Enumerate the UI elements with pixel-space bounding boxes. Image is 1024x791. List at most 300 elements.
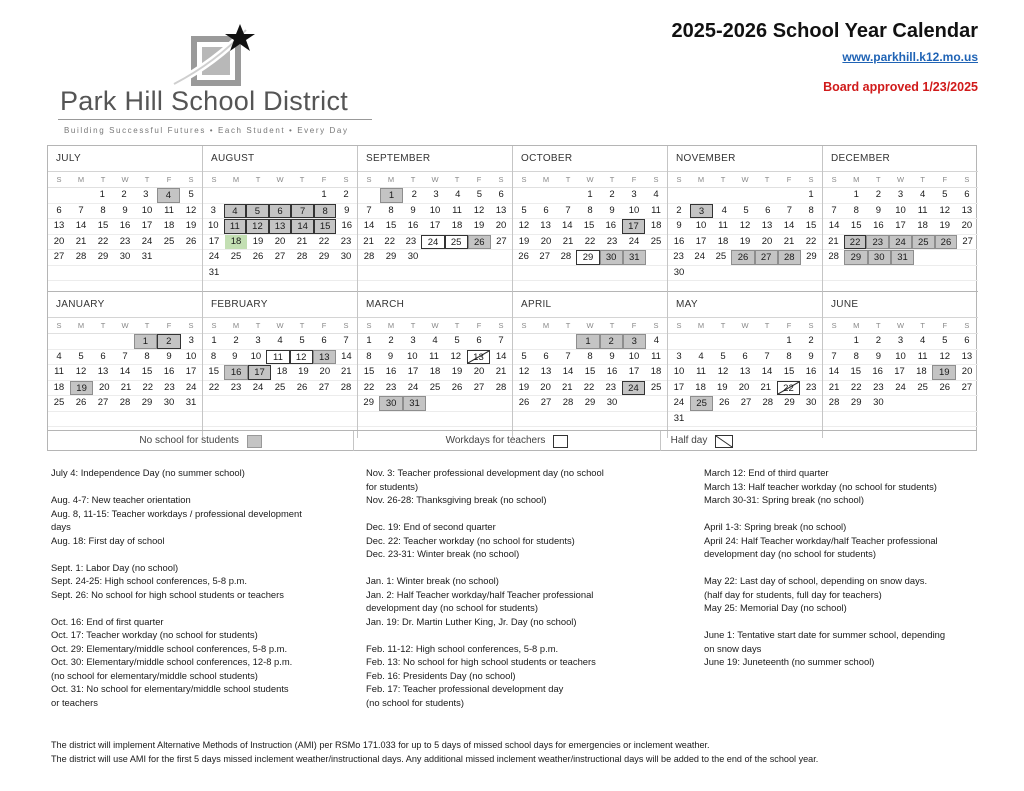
day-cell: 30 bbox=[606, 397, 618, 408]
note-line: development day (no school for students) bbox=[366, 602, 538, 613]
day-cell: 28 bbox=[296, 251, 308, 262]
day-cell: 8 bbox=[786, 350, 792, 362]
day-cell: 25 bbox=[163, 235, 175, 247]
day-cell: 19 bbox=[739, 235, 751, 247]
day-cell: 29 bbox=[850, 397, 862, 408]
empty-cell bbox=[513, 266, 535, 281]
empty-cell bbox=[690, 188, 712, 203]
day-cell: 26 bbox=[935, 235, 958, 250]
day-cell: 17 bbox=[895, 220, 906, 231]
day-cell: 6 bbox=[964, 335, 970, 346]
day-cell: 27 bbox=[53, 251, 65, 262]
day-cell: 21 bbox=[562, 381, 573, 393]
day-cell: 17 bbox=[185, 366, 197, 377]
empty-cell bbox=[712, 334, 734, 349]
day-cell: 16 bbox=[805, 366, 817, 377]
day-cell: 29 bbox=[363, 397, 374, 408]
note-line: Nov. 26-28: Thanksgiving break (no school) bbox=[366, 494, 547, 505]
empty-cell bbox=[92, 266, 114, 281]
district-name: Park Hill School District bbox=[60, 86, 349, 116]
day-cell: 27 bbox=[318, 381, 330, 393]
note-spacer bbox=[51, 547, 351, 561]
day-cell: 14 bbox=[828, 366, 840, 377]
day-cell: 1 bbox=[576, 334, 599, 349]
day-cell: 12 bbox=[450, 350, 462, 362]
day-cell: 15 bbox=[783, 366, 795, 377]
day-cell: 22 bbox=[318, 235, 330, 247]
day-cell: 2 bbox=[233, 335, 239, 346]
day-cell: 12 bbox=[939, 204, 951, 216]
weekday-label: M bbox=[697, 321, 705, 330]
week-row bbox=[513, 365, 667, 381]
empty-cell bbox=[513, 412, 535, 427]
day-cell: 31 bbox=[185, 397, 197, 408]
empty-cell bbox=[756, 188, 778, 203]
day-cell: 28 bbox=[340, 381, 352, 393]
day-cell: 17 bbox=[894, 366, 905, 377]
calendar-grid bbox=[47, 145, 977, 451]
day-cell: 9 bbox=[875, 350, 881, 362]
day-cell: 14 bbox=[341, 350, 352, 362]
day-cell: 11 bbox=[54, 366, 64, 377]
day-cell: 20 bbox=[274, 235, 286, 247]
day-cell: 17 bbox=[248, 365, 271, 380]
day-cell: 19 bbox=[518, 235, 530, 247]
empty-cell bbox=[269, 188, 291, 203]
day-cell: 29 bbox=[97, 251, 109, 262]
week-row bbox=[358, 396, 512, 412]
day-cell: 3 bbox=[433, 189, 439, 200]
weekday-header bbox=[668, 172, 822, 188]
empty-cell bbox=[335, 396, 357, 411]
day-cell: 1 bbox=[99, 189, 105, 200]
day-cell: 22 bbox=[584, 235, 596, 247]
calendar-legend bbox=[48, 430, 976, 451]
day-cell: 4 bbox=[277, 335, 283, 346]
day-cell: 12 bbox=[518, 366, 530, 377]
week-row bbox=[358, 188, 512, 204]
day-cell: 1 bbox=[134, 334, 157, 349]
weekday-label: W bbox=[741, 321, 749, 330]
week-row bbox=[203, 188, 357, 204]
day-cell: 16 bbox=[407, 220, 419, 231]
week-row bbox=[668, 250, 822, 266]
day-cell: 20 bbox=[99, 381, 110, 393]
day-cell: 9 bbox=[344, 204, 350, 216]
day-cell: 13 bbox=[467, 350, 491, 365]
day-cell: 30 bbox=[407, 251, 419, 262]
empty-cell bbox=[158, 412, 180, 427]
day-cell: 8 bbox=[853, 350, 859, 362]
weekday-label: T bbox=[876, 175, 881, 184]
note-line: May 25: Memorial Day (no school) bbox=[704, 602, 847, 613]
week-row bbox=[358, 266, 512, 282]
day-cell: 18 bbox=[53, 381, 65, 393]
note-line: Aug. 18: First day of school bbox=[51, 534, 165, 546]
weekday-header bbox=[203, 318, 357, 334]
day-cell: 19 bbox=[70, 381, 94, 396]
day-cell: 18 bbox=[650, 220, 662, 231]
empty-cell bbox=[92, 412, 114, 427]
day-cell: 10 bbox=[695, 220, 707, 231]
day-cell: 22 bbox=[363, 381, 375, 393]
week-row bbox=[203, 266, 357, 282]
note-line: Sept. 24-25: High school conferences, 5-8 p.m. bbox=[51, 575, 247, 586]
empty-cell bbox=[468, 412, 490, 427]
empty-cell bbox=[778, 266, 800, 281]
day-cell: 26 bbox=[252, 251, 264, 262]
weekday-label: T bbox=[410, 321, 416, 330]
day-cell: 23 bbox=[873, 381, 884, 393]
note-line: (no school for students) bbox=[366, 696, 464, 708]
empty-cell bbox=[114, 266, 136, 281]
day-cell: 25 bbox=[445, 235, 468, 250]
day-cell: 14 bbox=[495, 350, 507, 362]
week-row bbox=[513, 350, 667, 366]
day-cell: 8 bbox=[144, 350, 150, 362]
day-cell: 13 bbox=[961, 204, 973, 216]
week-row bbox=[823, 334, 978, 350]
empty-cell bbox=[180, 412, 202, 427]
day-cell: 27 bbox=[97, 397, 109, 408]
day-cell: 26 bbox=[296, 381, 308, 393]
weekday-label: W bbox=[276, 175, 284, 184]
weekday-label: T bbox=[100, 175, 106, 184]
weekday-label: F bbox=[476, 321, 482, 330]
day-cell: 9 bbox=[875, 204, 881, 216]
month-8 bbox=[358, 292, 513, 438]
weekday-label: S bbox=[676, 321, 682, 330]
notes-column-3 bbox=[704, 466, 994, 669]
week-row bbox=[48, 412, 202, 428]
note-line: or teachers bbox=[51, 696, 98, 708]
footer-line: The district will use AMI for the first 5 days missed inclement weather/instructional days. Any additional missed inclement weather/instructional days will be added to the end of the school year. bbox=[51, 753, 819, 764]
weekday-header bbox=[48, 318, 202, 334]
day-cell: 6 bbox=[543, 204, 549, 216]
note-spacer bbox=[704, 561, 994, 575]
day-cell: 10 bbox=[895, 204, 906, 216]
weekday-label: S bbox=[808, 175, 814, 184]
weekday-header bbox=[668, 318, 822, 334]
empty-cell bbox=[158, 250, 180, 265]
legend-no-school-label: No school for students bbox=[139, 435, 239, 446]
day-cell: 5 bbox=[521, 204, 527, 216]
empty-cell bbox=[158, 266, 180, 281]
day-cell: 23 bbox=[340, 235, 352, 247]
weekday-label: S bbox=[964, 175, 970, 184]
day-cell: 30 bbox=[379, 396, 402, 411]
empty-cell bbox=[756, 266, 778, 281]
week-row bbox=[203, 396, 357, 412]
day-cell: 4 bbox=[653, 189, 659, 200]
empty-cell bbox=[734, 188, 756, 203]
week-row bbox=[823, 235, 978, 251]
empty-cell bbox=[623, 412, 645, 427]
day-cell: 8 bbox=[388, 204, 394, 216]
day-cell: 18 bbox=[916, 366, 927, 377]
empty-cell bbox=[645, 266, 667, 281]
empty-cell bbox=[70, 266, 92, 281]
day-cell: 27 bbox=[740, 397, 752, 408]
day-cell: 24 bbox=[622, 381, 646, 396]
empty-cell bbox=[424, 412, 446, 427]
day-cell: 30 bbox=[340, 251, 352, 262]
day-cell: 10 bbox=[673, 366, 685, 377]
day-cell: 16 bbox=[224, 365, 247, 380]
weekday-label: S bbox=[521, 175, 527, 184]
empty-cell bbox=[535, 188, 557, 203]
empty-cell bbox=[291, 266, 313, 281]
week-row bbox=[823, 396, 978, 412]
day-cell: 17 bbox=[673, 381, 685, 393]
weekday-label: T bbox=[764, 321, 770, 330]
day-cell: 20 bbox=[961, 220, 973, 231]
weekday-label: T bbox=[565, 175, 571, 184]
day-cell: 19 bbox=[939, 220, 951, 231]
weekday-label: T bbox=[920, 175, 925, 184]
weekday-label: S bbox=[653, 321, 659, 330]
empty-cell bbox=[446, 266, 468, 281]
day-cell: 31 bbox=[891, 250, 914, 265]
day-cell: 8 bbox=[587, 204, 593, 216]
day-cell: 5 bbox=[78, 350, 84, 362]
day-cell: 29 bbox=[318, 251, 330, 262]
empty-cell bbox=[601, 266, 623, 281]
day-cell: 16 bbox=[605, 220, 617, 231]
weekday-label: T bbox=[920, 321, 925, 330]
day-cell: 12 bbox=[717, 366, 729, 377]
empty-cell bbox=[579, 412, 601, 427]
weekday-header bbox=[203, 172, 357, 188]
day-cell: 3 bbox=[210, 204, 216, 216]
day-cell: 13 bbox=[739, 366, 751, 377]
day-cell: 18 bbox=[650, 366, 662, 377]
day-cell: 18 bbox=[917, 220, 928, 231]
note-line: May 22: Last day of school, depending on snow days. bbox=[704, 575, 928, 586]
day-cell: 2 bbox=[121, 189, 127, 200]
note-spacer bbox=[366, 628, 686, 642]
day-cell: 11 bbox=[917, 204, 928, 216]
day-cell: 16 bbox=[673, 235, 685, 247]
day-cell: 7 bbox=[366, 204, 372, 216]
day-cell: 28 bbox=[560, 251, 572, 262]
empty-cell bbox=[623, 266, 645, 281]
day-cell: 25 bbox=[715, 251, 727, 262]
day-cell: 28 bbox=[562, 397, 574, 408]
day-cell: 22 bbox=[805, 235, 817, 247]
day-cell: 7 bbox=[122, 350, 128, 362]
day-cell: 12 bbox=[290, 350, 313, 365]
day-cell: 24 bbox=[421, 235, 444, 250]
empty-cell bbox=[734, 412, 756, 427]
day-cell: 7 bbox=[291, 204, 314, 219]
empty-cell bbox=[269, 396, 291, 411]
empty-cell bbox=[358, 188, 380, 203]
week-row bbox=[513, 412, 667, 428]
day-cell: 19 bbox=[451, 366, 463, 377]
day-cell: 27 bbox=[473, 381, 485, 393]
day-cell: 3 bbox=[897, 335, 904, 346]
empty-cell bbox=[800, 412, 822, 427]
day-cell: 7 bbox=[831, 350, 837, 362]
day-cell: 5 bbox=[299, 335, 305, 346]
weekday-header bbox=[358, 172, 512, 188]
day-cell: 18 bbox=[163, 220, 175, 231]
weekday-label: T bbox=[255, 321, 261, 330]
day-cell: 4 bbox=[919, 335, 926, 346]
day-cell: 27 bbox=[961, 381, 973, 393]
week-row bbox=[48, 250, 202, 266]
day-cell: 11 bbox=[224, 219, 247, 234]
week-row bbox=[358, 412, 512, 428]
day-cell: 5 bbox=[521, 350, 527, 362]
week-row bbox=[668, 235, 822, 251]
week-row bbox=[668, 412, 822, 428]
day-cell: 25 bbox=[650, 381, 662, 393]
empty-cell bbox=[956, 396, 978, 411]
day-cell: 21 bbox=[340, 366, 352, 377]
day-cell: 2 bbox=[343, 189, 349, 200]
day-cell: 13 bbox=[761, 220, 773, 231]
day-cell: 4 bbox=[56, 350, 62, 362]
day-cell: 3 bbox=[143, 189, 149, 200]
month-2 bbox=[358, 146, 513, 292]
day-cell: 18 bbox=[695, 381, 706, 393]
weekday-label: W bbox=[586, 321, 594, 330]
note-line: July 4: Independence Day (no summer school) bbox=[51, 467, 245, 478]
day-cell: 30 bbox=[873, 397, 884, 408]
weekday-label: F bbox=[942, 175, 948, 184]
note-line: Jan. 1: Winter break (no school) bbox=[366, 575, 499, 586]
day-cell: 20 bbox=[738, 381, 750, 393]
empty-cell bbox=[557, 412, 579, 427]
day-cell: 2 bbox=[875, 189, 881, 200]
week-row bbox=[358, 204, 512, 220]
day-cell: 15 bbox=[805, 220, 817, 231]
week-row bbox=[203, 250, 357, 266]
empty-cell bbox=[646, 250, 667, 265]
day-cell: 23 bbox=[405, 235, 417, 247]
day-cell: 21 bbox=[828, 381, 840, 393]
day-cell: 28 bbox=[119, 397, 131, 408]
day-cell: 22 bbox=[777, 381, 801, 396]
day-cell: 16 bbox=[385, 366, 397, 377]
day-cell: 10 bbox=[895, 350, 906, 362]
month-name: OCTOBER bbox=[513, 146, 667, 172]
day-cell: 7 bbox=[343, 335, 349, 346]
note-line: Dec. 19: End of second quarter bbox=[366, 521, 496, 532]
day-cell: 15 bbox=[363, 366, 375, 377]
weekday-header bbox=[48, 172, 202, 188]
week-row bbox=[513, 334, 667, 350]
empty-cell bbox=[91, 334, 112, 349]
weekday-label: W bbox=[586, 175, 594, 184]
weekday-label: M bbox=[387, 175, 395, 184]
day-cell: 7 bbox=[78, 204, 84, 216]
weekday-label: F bbox=[166, 321, 172, 330]
day-cell: 5 bbox=[188, 189, 194, 200]
legend-workdays bbox=[354, 431, 660, 451]
note-line: (no school for elementary/middle school students) bbox=[51, 669, 258, 681]
day-cell: 17 bbox=[628, 366, 640, 377]
weekday-label: S bbox=[366, 321, 372, 330]
day-cell: 13 bbox=[540, 220, 551, 231]
empty-cell bbox=[468, 250, 490, 265]
empty-cell bbox=[380, 266, 402, 281]
weekday-label: W bbox=[121, 175, 129, 184]
day-cell: 28 bbox=[495, 381, 507, 393]
day-cell: 15 bbox=[850, 366, 862, 377]
day-cell: 8 bbox=[210, 350, 217, 362]
empty-cell bbox=[601, 412, 623, 427]
day-cell: 23 bbox=[606, 235, 618, 247]
day-cell: 3 bbox=[897, 189, 904, 200]
day-cell: 23 bbox=[805, 381, 817, 393]
district-url-link[interactable]: www.parkhill.k12.mo.us bbox=[842, 50, 978, 64]
day-cell: 24 bbox=[185, 381, 197, 393]
day-cell: 1 bbox=[587, 189, 593, 200]
day-cell: 9 bbox=[609, 350, 615, 362]
empty-cell bbox=[712, 188, 734, 203]
week-row bbox=[358, 219, 512, 235]
day-cell: 9 bbox=[676, 220, 682, 231]
day-cell: 21 bbox=[495, 366, 507, 377]
day-cell: 20 bbox=[319, 366, 331, 377]
day-cell: 11 bbox=[452, 204, 462, 216]
week-row bbox=[823, 412, 978, 428]
weekday-label: S bbox=[653, 175, 659, 184]
note-line: Oct. 29: Elementary/middle school conferences, 5-8 p.m. bbox=[51, 642, 288, 654]
week-row bbox=[668, 365, 822, 381]
day-cell: 30 bbox=[163, 397, 175, 408]
day-cell: 20 bbox=[53, 235, 65, 247]
day-cell: 12 bbox=[473, 204, 485, 216]
day-cell: 31 bbox=[623, 250, 646, 265]
day-cell: 6 bbox=[543, 350, 549, 362]
empty-cell bbox=[557, 266, 579, 281]
weekday-label: T bbox=[720, 321, 726, 330]
half-day-swatch-icon bbox=[715, 435, 733, 448]
day-cell: 5 bbox=[942, 189, 948, 200]
day-cell: 7 bbox=[498, 335, 504, 346]
week-row bbox=[513, 381, 667, 397]
empty-cell bbox=[269, 266, 291, 281]
day-cell: 20 bbox=[540, 235, 552, 247]
week-row bbox=[358, 334, 512, 350]
empty-cell bbox=[555, 334, 576, 349]
empty-cell bbox=[579, 266, 601, 281]
empty-cell bbox=[426, 396, 447, 411]
notes-column-1 bbox=[51, 466, 351, 709]
day-cell: 6 bbox=[498, 189, 504, 200]
day-cell: 22 bbox=[97, 235, 109, 247]
empty-cell bbox=[313, 396, 335, 411]
week-row bbox=[823, 219, 978, 235]
day-cell: 17 bbox=[429, 220, 441, 231]
note-line: Aug. 4-7: New teacher orientation bbox=[51, 494, 191, 505]
day-cell: 2 bbox=[411, 189, 417, 200]
week-row bbox=[823, 188, 978, 204]
empty-cell bbox=[247, 412, 269, 427]
day-cell: 29 bbox=[385, 251, 397, 262]
week-row bbox=[203, 204, 357, 220]
week-row bbox=[668, 204, 822, 220]
weekday-label: F bbox=[631, 175, 637, 184]
weekday-label: S bbox=[366, 175, 372, 184]
day-cell: 13 bbox=[540, 366, 552, 377]
day-cell: 26 bbox=[518, 397, 530, 408]
day-cell: 16 bbox=[341, 220, 353, 231]
